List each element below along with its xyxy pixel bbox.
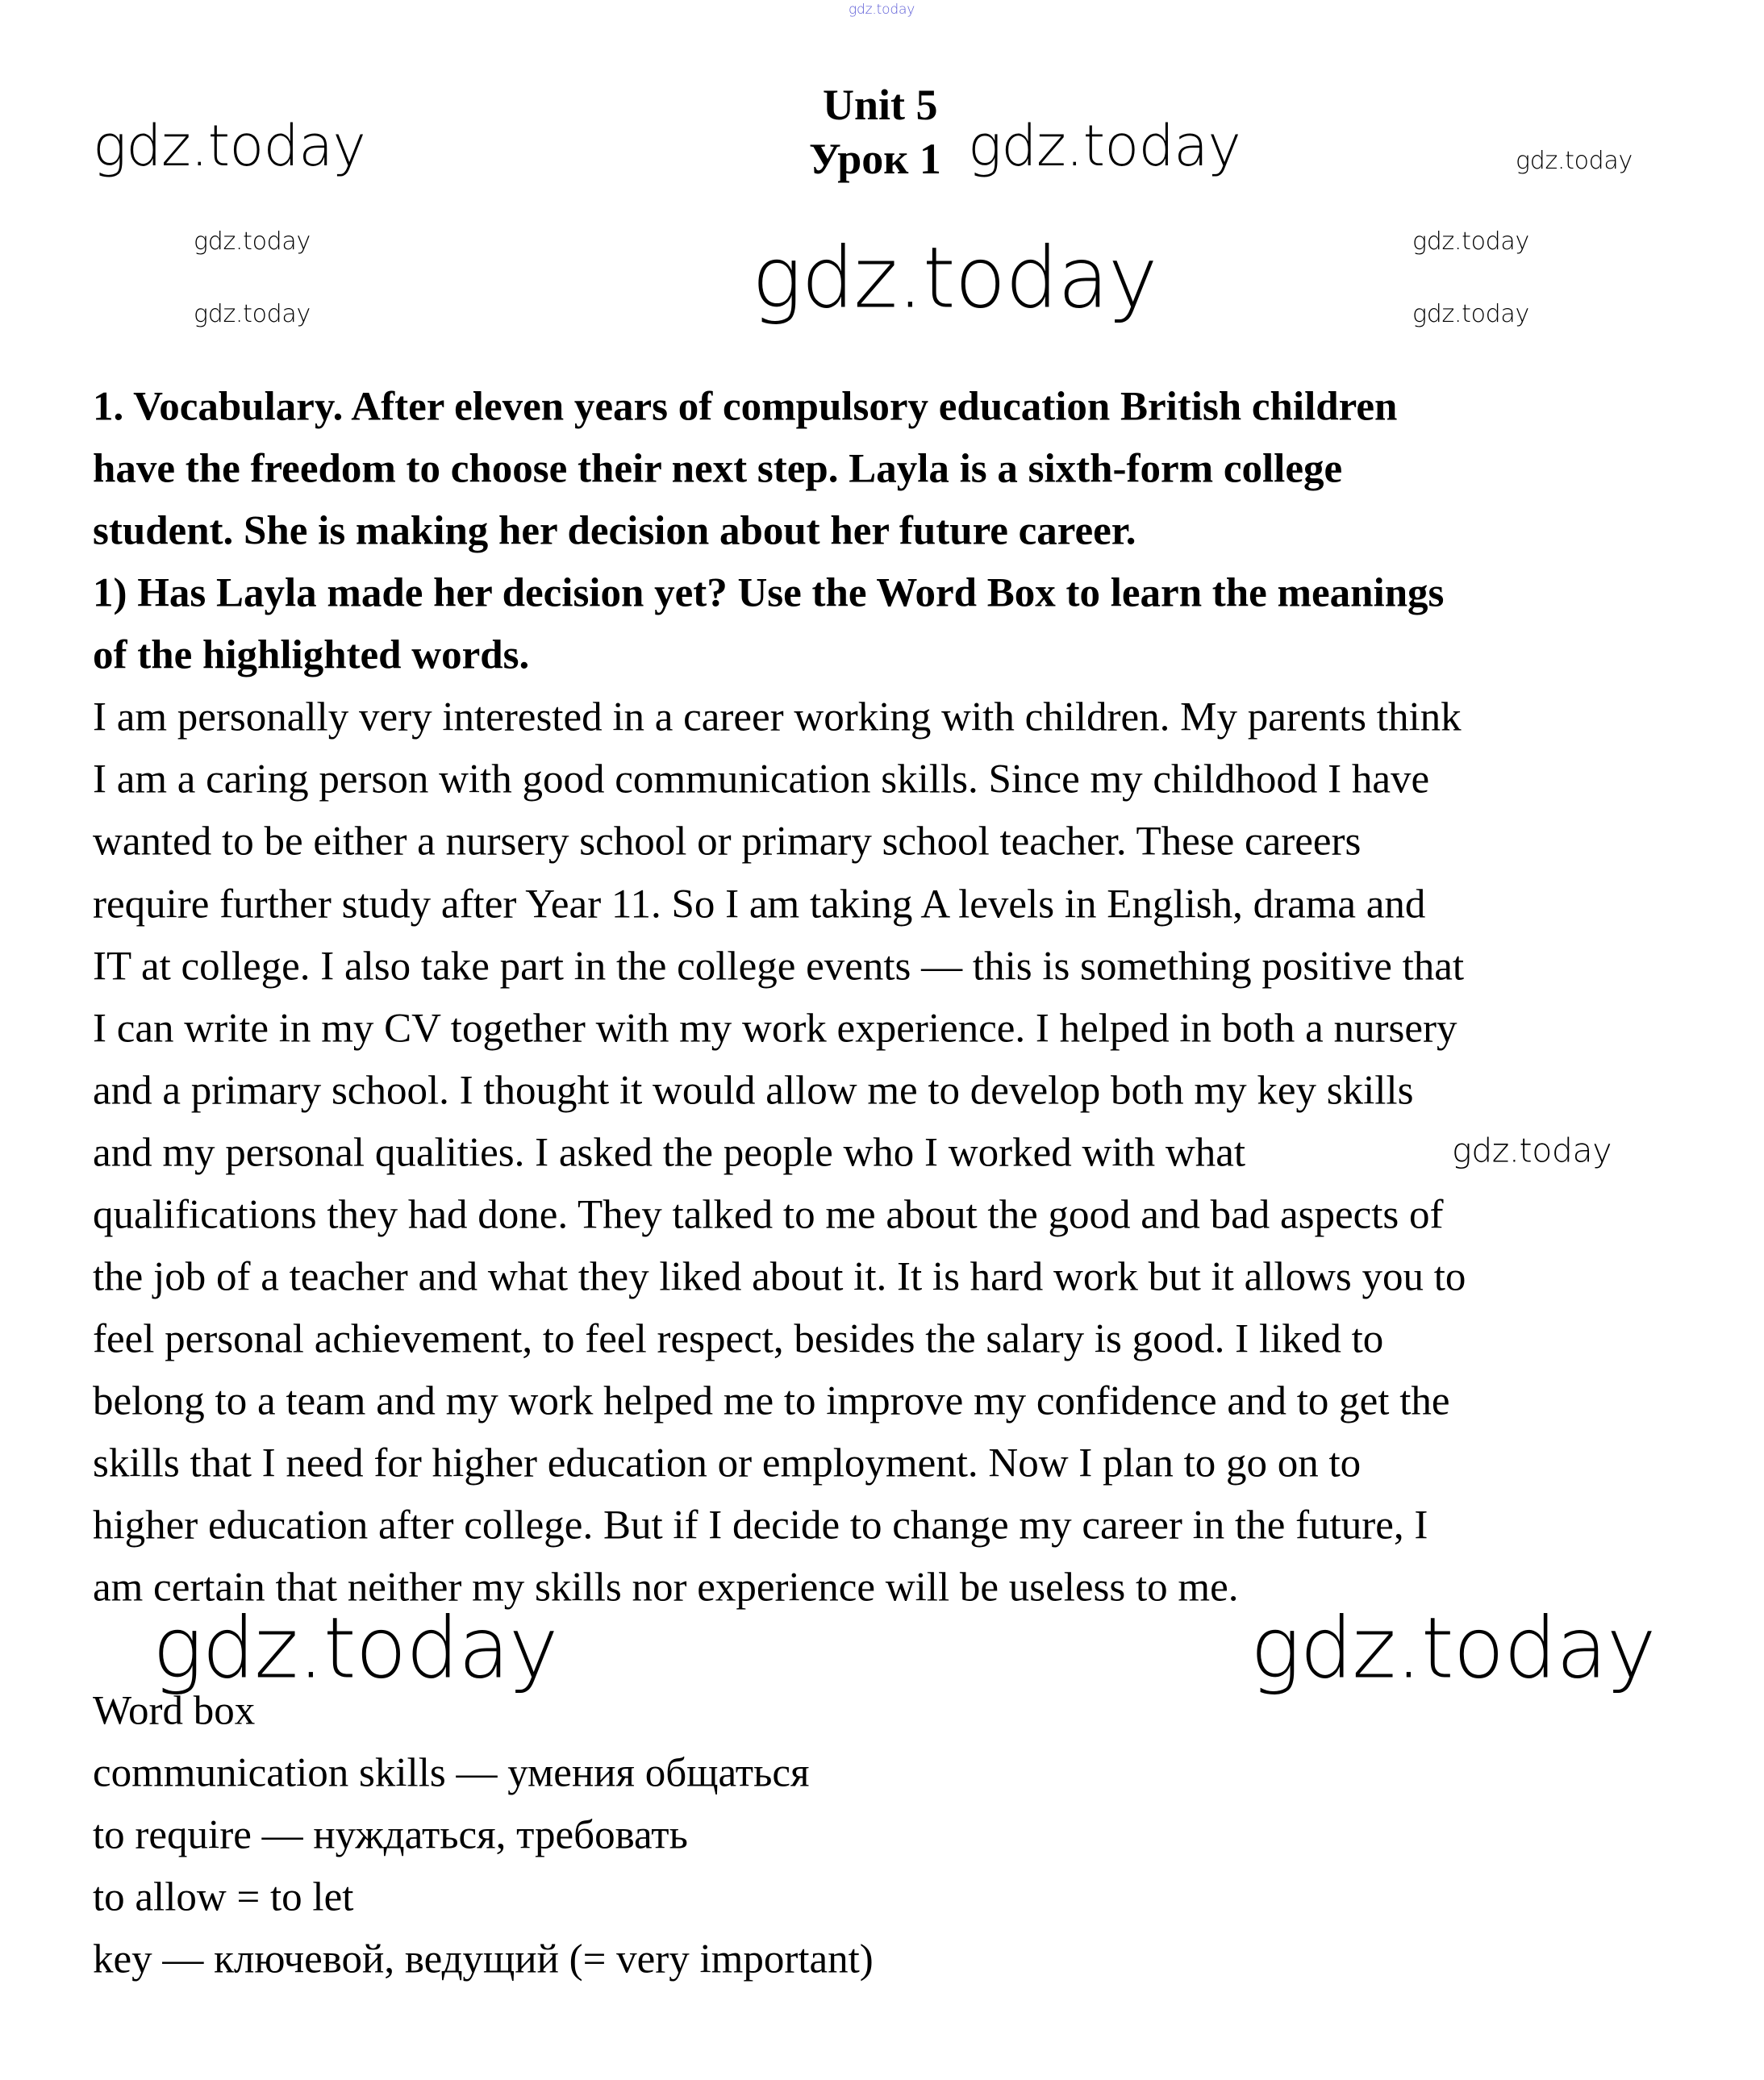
watermark-header-right: gdz.today [1516, 146, 1633, 175]
watermark-header-center: gdz.today [968, 112, 1241, 179]
watermark-large: gdz.today [752, 228, 1157, 327]
task-instruction-line: have the freedom to choose their next step. Layla is a sixth-form college [93, 446, 1343, 492]
reading-text-line: and a primary school. I thought it would allow me to develop both my key skills [93, 1068, 1414, 1114]
reading-text-line: am certain that neither my skills nor experience will be useless to me. [93, 1565, 1239, 1611]
watermark-large: gdz.today [1250, 1599, 1656, 1698]
reading-text-line: I can write in my CV together with my work experience. I helped in both a nursery [93, 1006, 1457, 1052]
watermark-small: gdz.today [1412, 299, 1529, 328]
word-box-title: Word box [93, 1688, 256, 1734]
word-box-entry: key — ключевой, ведущий (= very important) [93, 1936, 874, 1982]
watermark-small: gdz.today [194, 299, 311, 328]
reading-text-line: IT at college. I also take part in the college events — this is something positive that [93, 944, 1465, 990]
reading-text-line: I am a caring person with good communication skills. Since my childhood I have [93, 757, 1430, 802]
watermark-medium: gdz.today [1452, 1131, 1612, 1170]
unit-title: Unit 5 [823, 81, 938, 129]
task-instruction-line: 1) Has Layla made her decision yet? Use the Word Box to learn the meanings [93, 570, 1445, 616]
reading-text-line: skills that I need for higher education or employment. Now I plan to go on to [93, 1440, 1362, 1486]
task-instruction-line: 1. Vocabulary. After eleven years of compulsory education British children [93, 384, 1398, 430]
watermark-large: gdz.today [152, 1599, 558, 1698]
word-box-entry: communication skills — умения общаться [93, 1750, 810, 1796]
word-box-entry: to require — нуждаться, требовать [93, 1812, 688, 1858]
reading-text-line: wanted to be either a nursery school or primary school teacher. These careers [93, 819, 1362, 865]
reading-text-line: I am personally very interested in a career working with children. My parents think [93, 694, 1462, 740]
lesson-title: Урок 1 [809, 135, 941, 183]
task-instruction-line: student. She is making her decision about her future career. [93, 508, 1136, 554]
watermark-top: gdz.today [849, 1, 915, 18]
reading-text-line: belong to a team and my work helped me to improve my confidence and to get the [93, 1378, 1450, 1424]
reading-text-line: feel personal achievement, to feel respect, besides the salary is good. I liked to [93, 1316, 1384, 1362]
reading-text-line: qualifications they had done. They talked to me about the good and bad aspects of [93, 1192, 1444, 1238]
reading-text-line: the job of a teacher and what they liked about it. It is hard work but it allows you to [93, 1254, 1466, 1300]
reading-text-line: require further study after Year 11. So I am taking A levels in English, drama and [93, 882, 1426, 927]
task-instruction-line: of the highlighted words. [93, 632, 530, 678]
word-box-entry: to allow = to let [93, 1874, 354, 1920]
reading-text-line: and my personal qualities. I asked the people who I worked with what [93, 1130, 1246, 1176]
watermark-header-left: gdz.today [93, 112, 366, 179]
watermark-small: gdz.today [194, 227, 311, 256]
watermark-small: gdz.today [1412, 227, 1529, 256]
reading-text-line: higher education after college. But if I decide to change my career in the future, I [93, 1503, 1428, 1549]
